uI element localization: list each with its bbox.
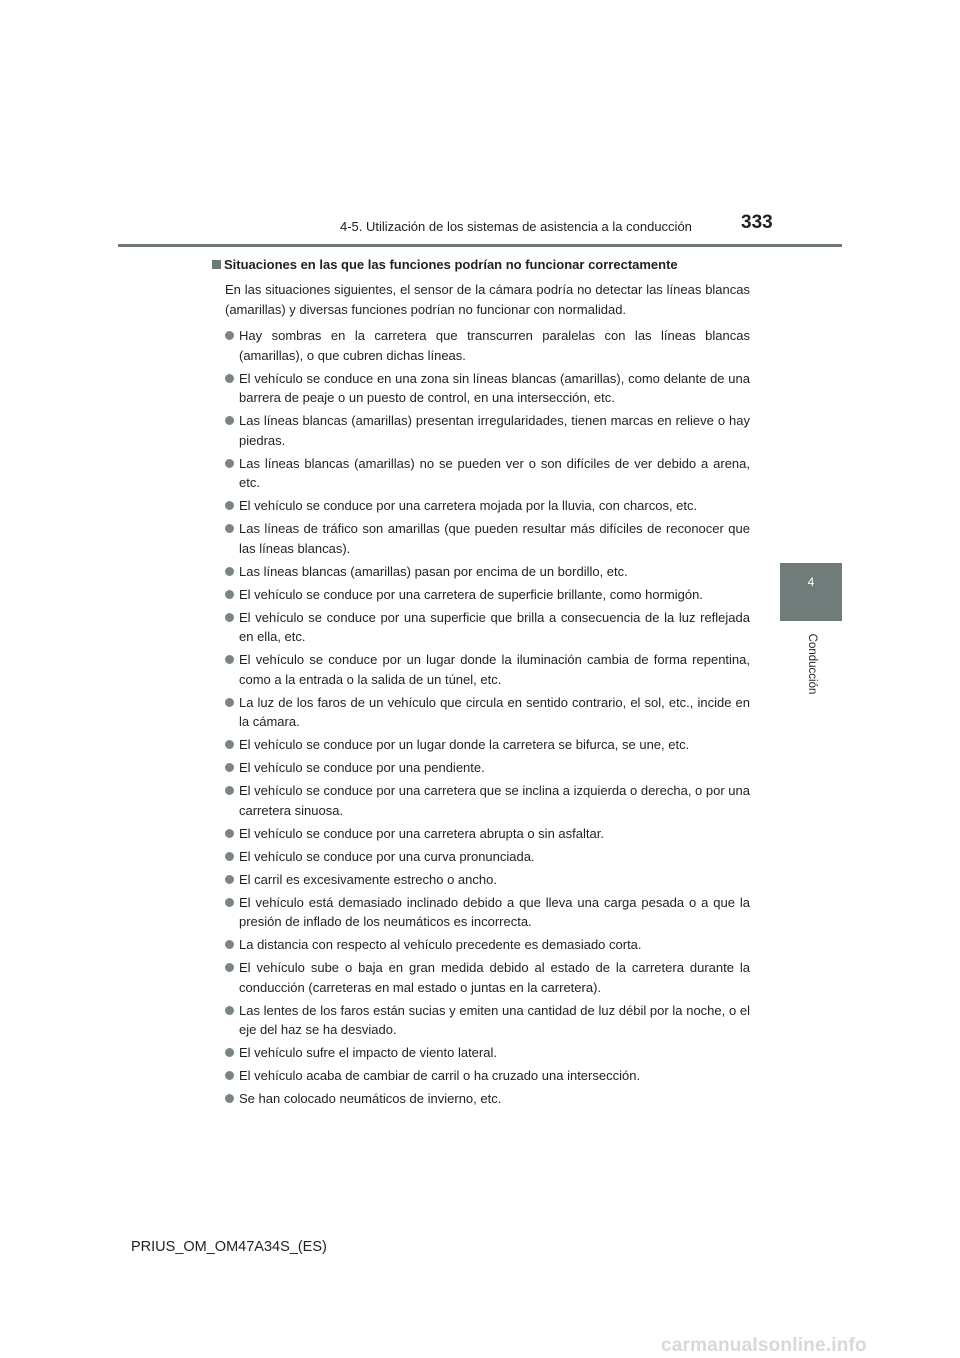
circle-bullet-icon — [225, 1071, 234, 1080]
list-item — [212, 369, 750, 408]
circle-bullet-icon — [225, 590, 234, 599]
list-item-text: El carril es excesivamente estrecho o ancho. — [239, 871, 497, 887]
circle-bullet-icon — [225, 1094, 234, 1103]
circle-bullet-icon — [225, 501, 234, 510]
circle-bullet-icon — [225, 829, 234, 838]
list-item-text: Las líneas blancas (amarillas) pasan por encima de un bordillo, etc. — [239, 563, 628, 579]
square-bullet-icon — [212, 260, 221, 269]
list-item — [212, 1066, 750, 1086]
chapter-label: Conducción — [806, 633, 818, 695]
section-heading: 4-5. Utilización de los sistemas de asistencia a la conducción — [340, 219, 692, 234]
list-item — [212, 958, 750, 997]
list-item-text: Hay sombras en la carretera que transcurren paralelas con las líneas blancas (amarillas), o que cubren dichas líneas. — [239, 328, 750, 363]
list-item-text: Las líneas blancas (amarillas) no se pueden ver o son difíciles de ver debido a arena, etc. — [239, 455, 750, 490]
main-content — [212, 255, 750, 1112]
circle-bullet-icon — [225, 374, 234, 383]
list-item-text: El vehículo está demasiado inclinado debido a que lleva una carga pesada o a que la presión de inflado de los neumáticos es incorrecta. — [239, 894, 750, 929]
list-item — [212, 758, 750, 778]
circle-bullet-icon — [225, 416, 234, 425]
list-item-text: El vehículo se conduce por una carretera de superficie brillante, como hormigón. — [239, 586, 703, 602]
circle-bullet-icon — [225, 940, 234, 949]
list-item-text: El vehículo se conduce por un lugar donde la iluminación cambia de forma repentina, como a la entrada o la salida de un túnel, etc. — [239, 652, 750, 687]
page-number: 333 — [741, 212, 773, 233]
circle-bullet-icon — [225, 852, 234, 861]
circle-bullet-icon — [225, 963, 234, 972]
circle-bullet-icon — [225, 567, 234, 576]
circle-bullet-icon — [225, 698, 234, 707]
document-code: PRIUS_OM_OM47A34S_(ES) — [131, 1239, 327, 1255]
list-item-text: El vehículo acaba de cambiar de carril o ha cruzado una intersección. — [239, 1068, 641, 1083]
watermark-logo: carmanualsonline.info — [661, 1335, 867, 1356]
circle-bullet-icon — [225, 898, 234, 907]
list-item — [212, 562, 750, 582]
list-item — [212, 935, 750, 955]
list-item-text: La luz de los faros de un vehículo que circula en sentido contrario, el sol, etc., incide en la cámara. — [239, 694, 750, 729]
list-item — [212, 693, 750, 732]
circle-bullet-icon — [225, 331, 234, 340]
list-item — [212, 326, 750, 365]
list-item — [212, 893, 750, 932]
list-item — [212, 454, 750, 493]
list-item-text: La distancia con respecto al vehículo precedente es demasiado corta. — [239, 937, 642, 952]
list-item-text: El vehículo sube o baja en gran medida debido al estado de la carretera durante la conducción (carreteras en mal estado o juntas en la carretera). — [239, 960, 750, 995]
circle-bullet-icon — [225, 613, 234, 622]
list-item-text: El vehículo se conduce por una curva pronunciada. — [239, 848, 535, 864]
circle-bullet-icon — [225, 1006, 234, 1015]
circle-bullet-icon — [225, 1048, 234, 1057]
header-divider — [118, 244, 842, 247]
circle-bullet-icon — [225, 524, 234, 533]
intro-paragraph: En las situaciones siguientes, el sensor de la cámara podría no detectar las líneas blancas (amarillas) y diversas funciones podrían no funcionar con normalidad. — [225, 282, 750, 317]
list-item — [212, 870, 750, 890]
list-item — [212, 519, 750, 558]
circle-bullet-icon — [225, 459, 234, 468]
list-item — [212, 781, 750, 820]
list-item — [212, 824, 750, 844]
list-item-text: Las líneas blancas (amarillas) presentan irregularidades, tienen marcas en relieve o hay piedras. — [239, 413, 750, 448]
circle-bullet-icon — [225, 875, 234, 884]
list-item-text: El vehículo se conduce por una carretera que se inclina a izquierda o derecha, o por una carretera sinuosa. — [239, 783, 750, 818]
list-item-text: Las líneas de tráfico son amarillas (que pueden resultar más difíciles de reconocer que las líneas blancas). — [239, 521, 750, 556]
circle-bullet-icon — [225, 740, 234, 749]
list-item-text: El vehículo sufre el impacto de viento lateral. — [239, 1045, 497, 1060]
chapter-number-tab: 4 — [780, 563, 842, 621]
situations-list — [212, 326, 750, 1109]
list-item-text: Las lentes de los faros están sucias y emiten una cantidad de luz débil por la noche, o el eje del haz se ha desviado. — [239, 1002, 750, 1037]
list-item — [212, 411, 750, 450]
list-item-text: El vehículo se conduce por una superficie que brilla a consecuencia de la luz reflejada en ella, etc. — [239, 609, 750, 644]
list-item-text: Se han colocado neumáticos de invierno, etc. — [239, 1091, 502, 1106]
list-item — [212, 1043, 750, 1063]
list-item — [212, 735, 750, 755]
section-title: Situaciones en las que las funciones podrían no funcionar correctamente — [224, 257, 678, 272]
circle-bullet-icon — [225, 763, 234, 772]
list-item — [212, 585, 750, 605]
list-item-text: El vehículo se conduce por un lugar donde la carretera se bifurca, se une, etc. — [239, 737, 690, 752]
circle-bullet-icon — [225, 655, 234, 664]
list-item-text: El vehículo se conduce por una carretera mojada por la lluvia, con charcos, etc. — [239, 498, 698, 513]
list-item-text: El vehículo se conduce por una pendiente. — [239, 760, 485, 775]
list-item-text: El vehículo se conduce en una zona sin líneas blancas (amarillas), como delante de una barrera de peaje o un puesto de control, en una intersección, etc. — [239, 370, 750, 405]
list-item — [212, 650, 750, 689]
circle-bullet-icon — [225, 786, 234, 795]
list-item — [212, 1089, 750, 1109]
list-item — [212, 496, 750, 516]
list-item-text: El vehículo se conduce por una carretera abrupta o sin asfaltar. — [239, 825, 604, 841]
list-item — [212, 608, 750, 647]
list-item — [212, 1001, 750, 1040]
section-title-row — [212, 255, 750, 274]
list-item — [212, 847, 750, 867]
